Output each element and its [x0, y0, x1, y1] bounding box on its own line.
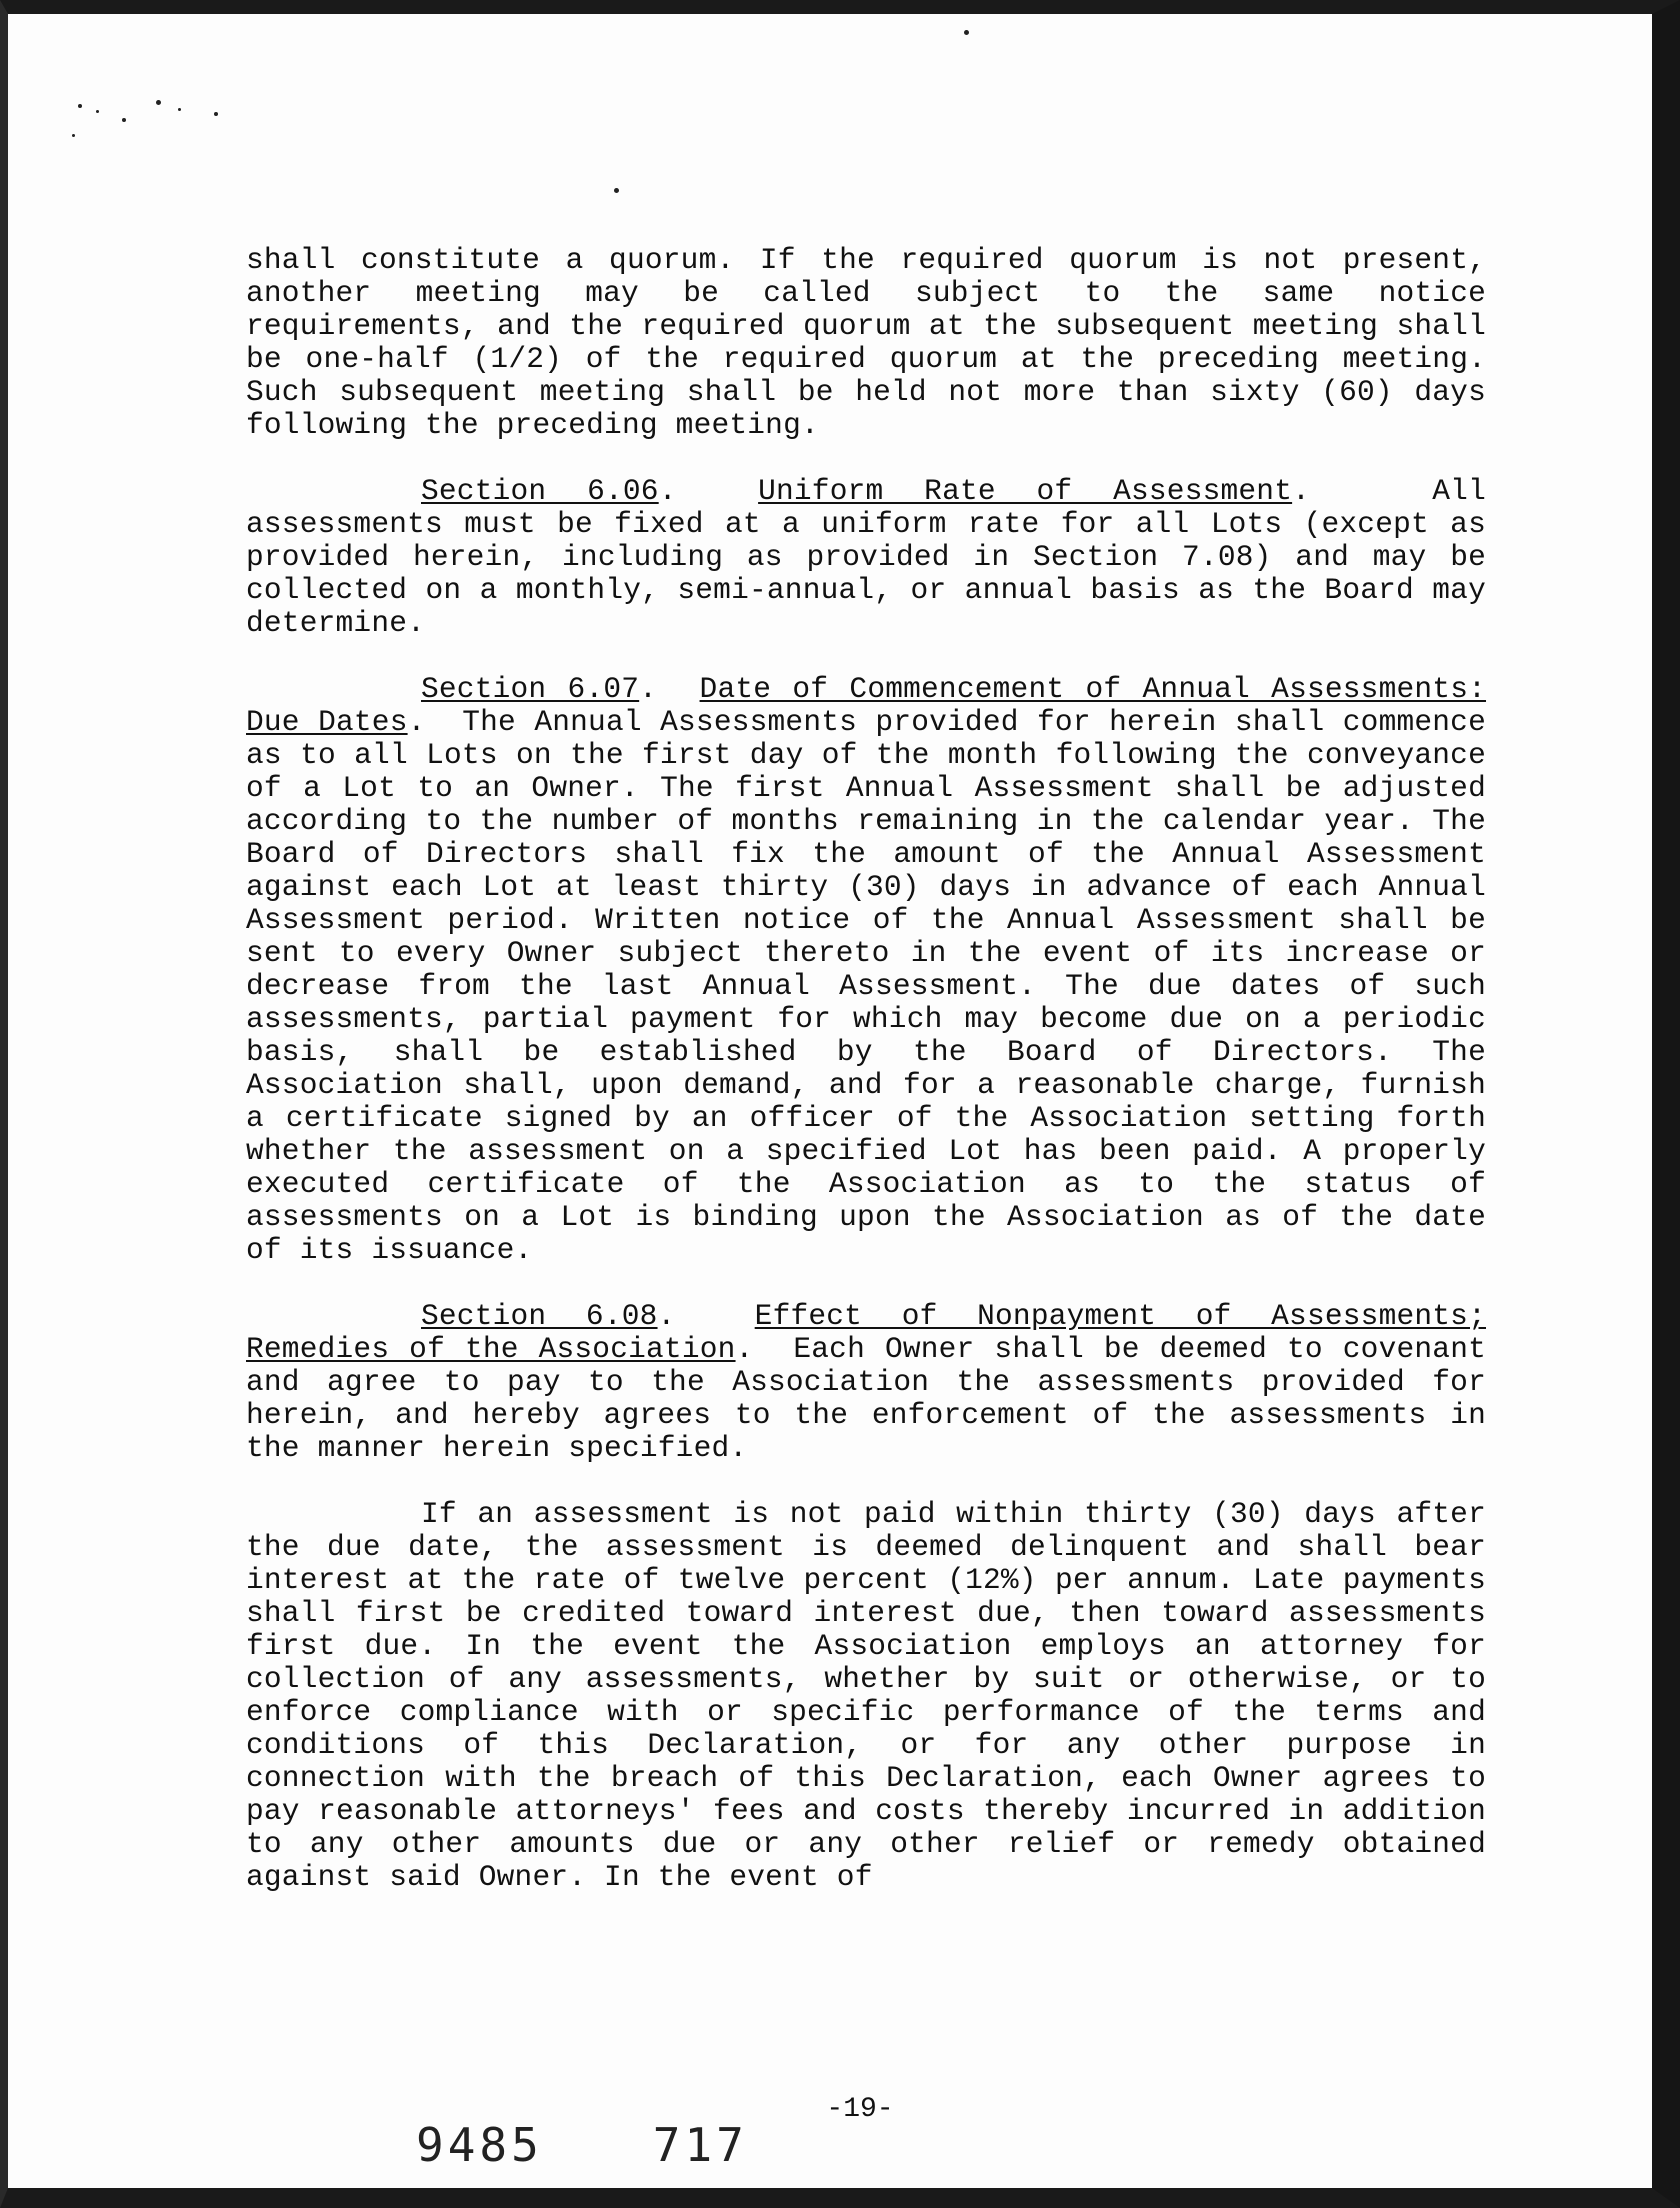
paragraph-nonpayment: If an assessment is not paid within thirty (30) days after the due date, the assessment is deemed delinquent and shall bear interest at the rate of twelve percent (12%) per annum. Late payments shall first be credited toward interest due, then toward assessments first due. In the event the Association employs an attorney for collection of any assessments, whether by suit or otherwise, or to enforce compliance with or specific performance of the terms and conditions of this Declaration, or for any other purpose in connection with the breach of this Declaration, each Owner agrees to pay reasonable attorneys' fees and costs thereby incurred in addition to any other amounts due or any other relief or remedy obtained against said Owner. In the event of	[246, 1497, 1486, 1894]
section-body: All assessments must be fixed at a uniform rate for all Lots (except as provided herein, including as provided in Section 7.08) and may be collected on a monthly, semi-annual, or annual basis as the Board may determine.	[246, 474, 1486, 640]
page-number: -19-	[826, 2094, 894, 2125]
section-body: Each Owner shall be deemed to covenant and agree to pay to the Association the assessments provided for herein, and hereby agrees to the enforcement of the assessments in the manner herein specified.	[246, 1332, 1486, 1465]
document-body	[246, 244, 1486, 1927]
section-6-08: Section 6.08. Effect of Nonpayment of Assessments; Remedies of the Association. Each Owner shall be deemed to covenant and agree to pay to the Association the assessments provided for herein, and hereby agrees to the enforcement of the assessments in the manner herein specified.	[246, 1299, 1486, 1465]
section-number: Section 6.06	[421, 474, 659, 508]
paragraph-quorum: shall constitute a quorum. If the required quorum is not present, another meeting may be called subject to the same notice requirements, and the required quorum at the subsequent meeting shall be one-half (1/2) of the required quorum at the preceding meeting. Such subsequent meeting shall be held not more than sixty (60) days following the preceding meeting.	[246, 243, 1486, 442]
stamp-page-number: 717	[652, 2118, 748, 2172]
section-6-07: Section 6.07. Date of Commencement of Annual Assessments: Due Dates. The Annual Assessments provided for herein shall commence as to all Lots on the first day of the month following the conveyance of a Lot to an Owner. The first Annual Assessment shall be adjusted according to the number of months remaining in the calendar year. The Board of Directors shall fix the amount of the Annual Assessment against each Lot at least thirty (30) days in advance of each Annual Assessment period. Written notice of the Annual Assessment shall be sent to every Owner subject thereto in the event of its increase or decrease from the last Annual Assessment. The due dates of such assessments, partial payment for which may become due on a periodic basis, shall be established by the Board of Directors. The Association shall, upon demand, and for a reasonable charge, furnish a certificate signed by an officer of the Association setting forth whether the assessment on a specified Lot has been paid. A properly executed certificate of the Association as to the status of assessments on a Lot is binding upon the Association as of the date of its issuance.	[246, 672, 1487, 1267]
section-body: The Annual Assessments provided for herein shall commence as to all Lots on the first day of the month following the conveyance of a Lot to an Owner. The first Annual Assessment shall be adjusted according to the number of months remaining in the calendar year. The Board of Directors shall fix the amount of the Annual Assessment against each Lot at least thirty (30) days in advance of each Annual Assessment period. Written notice of the Annual Assessment shall be sent to every Owner subject thereto in the event of its increase or decrease from the last Annual Assessment. The due dates of such assessments, partial payment for which may become due on a periodic basis, shall be established by the Board of Directors. The Association shall, upon demand, and for a reasonable charge, furnish a certificate signed by an officer of the Association setting forth whether the assessment on a specified Lot has been paid. A properly executed certificate of the Association as to the status of assessments on a Lot is binding upon the Association as of the date of its issuance.	[246, 705, 1486, 1267]
section-number: Section 6.08	[421, 1299, 658, 1333]
recording-stamp	[416, 2118, 748, 2172]
section-title: Date of Commencement of Annual Assessments: Due Dates	[246, 672, 1487, 739]
section-title: Effect of Nonpayment of Assessments; Remedies of the Association	[246, 1299, 1486, 1366]
section-title: Uniform Rate of Assessment	[758, 474, 1293, 508]
section-number: Section 6.07	[421, 672, 640, 706]
stamp-book-number: 9485	[416, 2118, 543, 2172]
section-6-06: Section 6.06. Uniform Rate of Assessment. All assessments must be fixed at a uniform rate for all Lots (except as provided herein, including as provided in Section 7.08) and may be collected on a monthly, semi-annual, or annual basis as the Board may determine.	[246, 474, 1486, 640]
